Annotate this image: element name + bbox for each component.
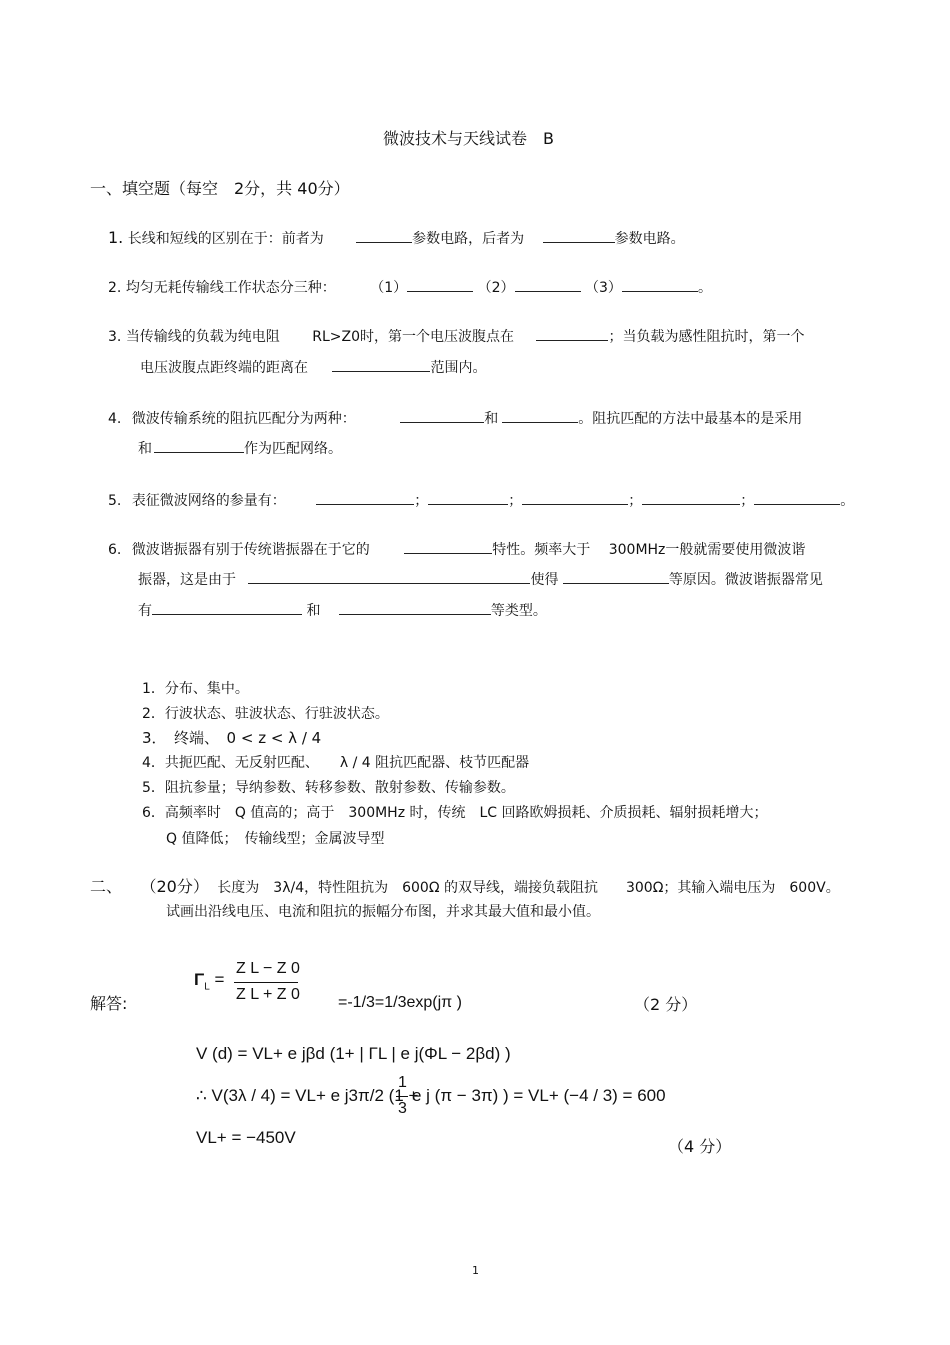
question-6-cont-2 (138, 600, 547, 620)
answer-blank[interactable] (563, 569, 669, 584)
answer-blank[interactable] (356, 228, 412, 243)
question-text: 。阻抗匹配的方法中最基本的是采用 (578, 411, 803, 427)
question-text: 。 (840, 493, 855, 509)
equation-2-frac-num: 1 (398, 1074, 407, 1091)
answer-blank[interactable] (316, 490, 414, 505)
question-number: 3. (108, 329, 122, 345)
separator: ； (628, 493, 643, 509)
section-1-heading: 一、填空题（每空 2分，共 40分） (90, 179, 350, 198)
option-label: （1） (370, 280, 408, 296)
gamma-symbol: $\Gamma_L$ = (194, 970, 225, 993)
answer-line-7: Q 值降低； 传输线型；金属波导型 (166, 831, 385, 847)
equation-2-frac-den: 3 (398, 1100, 407, 1117)
question-1 (108, 228, 685, 248)
fraction-bar (234, 982, 298, 983)
question-number: 2. (108, 280, 122, 296)
question-text: 。 (697, 280, 712, 296)
page-title: 微波技术与天线试卷 B (383, 129, 554, 148)
question-text: 等类型。 (490, 603, 547, 619)
question-text: 振器，这是由于 (138, 572, 236, 588)
question-text: 均匀无耗传输线工作状态分三种： (125, 280, 336, 296)
question-text: 一般就需要使用微波谐 (665, 542, 806, 558)
question-text: 有 (138, 603, 152, 619)
question-3-cont (140, 357, 486, 377)
question-text: 长线和短线的区别在于：前者为 (127, 231, 324, 247)
separator: ； (740, 493, 755, 509)
answer-blank[interactable] (622, 277, 698, 292)
question-text: 电压波腹点距终端的距离在 (140, 360, 308, 376)
answer-blank[interactable] (428, 490, 508, 505)
question-number: 4. (108, 411, 122, 427)
gamma-subscript: L (204, 981, 210, 993)
question-text: 和 (306, 603, 321, 619)
option-label: （3） (585, 280, 622, 296)
answer-blank[interactable] (536, 326, 608, 341)
equation-1: V (d) = VL+ e jβd (1+ | ΓL | e j(ΦL − 2βd) ) (196, 1044, 511, 1063)
question-text: 表征微波网络的参量有： (131, 493, 286, 509)
answer-blank[interactable] (332, 357, 430, 372)
answer-line-6: 6．高频率时 Q 值高的；高于 300MHz 时，传统 LC 回路欧姆损耗、介质损耗、辐射损耗增大； (142, 805, 768, 821)
answer-blank[interactable] (502, 408, 578, 423)
answer-line-5: 5．阻抗参量；导纳参数、转移参数、散射参数、传输参数。 (142, 780, 515, 796)
score-label-2: （4 分） (668, 1137, 732, 1156)
question-number: 5. (108, 493, 122, 509)
question-text: 微波谐振器有别于传统谐振器在于它的 (131, 542, 370, 558)
question-text: 微波传输系统的阻抗匹配分为两种： (131, 411, 356, 427)
question-text: 特性。频率大于 (492, 542, 591, 558)
answer-blank[interactable] (339, 600, 491, 615)
equation-2-frac-bar (396, 1096, 408, 1097)
gamma-letter: Γ (194, 970, 205, 989)
option-label: （2） (477, 280, 515, 296)
question-text: 范围内。 (430, 360, 487, 376)
answer-blank[interactable] (154, 438, 244, 453)
equation-3: VL+ = −450V (196, 1128, 296, 1147)
question-text: 和 (138, 441, 152, 457)
question-text: 时，第一个电压波腹点在 (360, 329, 515, 345)
question-text: 作为匹配网络。 (244, 441, 342, 457)
question-text: 和 (484, 411, 499, 427)
fraction-numerator: Z L − Z 0 (236, 960, 300, 977)
separator: ； (414, 493, 429, 509)
answer-line-1: 1．分布、集中。 (142, 681, 249, 697)
problem-text: 长度为 3λ/4，特性阻抗为 600Ω 的双导线，端接负载阻抗 300Ω；其输入端电压为 600V。 (217, 880, 840, 896)
section-2-heading (90, 874, 840, 897)
question-text: ；当负载为感性阻抗时，第一个 (608, 329, 805, 345)
question-text: 等原因。微波谐振器常见 (668, 572, 823, 588)
equation-2a: ∴ V(3λ / 4) = VL+ e j3π/2 (1 + (196, 1086, 419, 1105)
reflection-result: =-1/3=1/3exp(jπ ) (338, 994, 462, 1011)
answer-blank[interactable] (515, 277, 581, 292)
solution-label: 解答: (90, 994, 128, 1013)
question-4-cont (138, 438, 342, 458)
problem-text-2: 试画出沿线电压、电流和阻抗的振幅分布图，并求其最大值和最小值。 (166, 904, 600, 920)
question-6-cont-1 (138, 569, 823, 589)
page-number: 1 (472, 1264, 479, 1277)
answer-blank[interactable] (248, 569, 530, 584)
equation-2b: e j (π − 3π) ) = VL+ (−4 / 3) = 600 (412, 1086, 666, 1105)
question-text: 使得 (530, 572, 559, 588)
question-number: 6. (108, 542, 122, 558)
answer-blank[interactable] (400, 408, 484, 423)
question-2 (108, 277, 712, 297)
score-label: （2 分） (634, 995, 698, 1014)
answer-blank[interactable] (543, 228, 615, 243)
frequency: 300MHz (608, 542, 666, 558)
section-number: 二、 (90, 877, 123, 896)
question-text: 参数电路，后者为 (412, 231, 525, 247)
answer-blank[interactable] (152, 600, 302, 615)
question-6 (108, 539, 805, 559)
question-text: 当传输线的负载为纯电阻 (125, 329, 280, 345)
answer-line-3: 3． 终端、 0 < z < λ / 4 (142, 729, 322, 747)
separator: ； (508, 493, 523, 509)
answer-blank[interactable] (404, 539, 492, 554)
question-text: 参数电路。 (614, 231, 685, 247)
answer-blank[interactable] (754, 490, 840, 505)
question-3 (108, 326, 804, 346)
condition: RL>Z0 (312, 329, 361, 345)
question-5 (108, 490, 854, 510)
fraction-denominator: Z L + Z 0 (236, 986, 300, 1003)
answer-blank[interactable] (522, 490, 628, 505)
answer-line-2: 2．行波状态、驻波状态、行驻波状态。 (142, 706, 389, 722)
answer-blank[interactable] (407, 277, 473, 292)
question-4 (108, 408, 802, 428)
answer-line-4: 4．共扼匹配、无反射匹配、 λ / 4 阻抗匹配器、枝节匹配器 (142, 755, 530, 771)
section-score: （20分） (140, 877, 209, 896)
question-number: 1. (108, 228, 124, 247)
answer-blank[interactable] (642, 490, 740, 505)
